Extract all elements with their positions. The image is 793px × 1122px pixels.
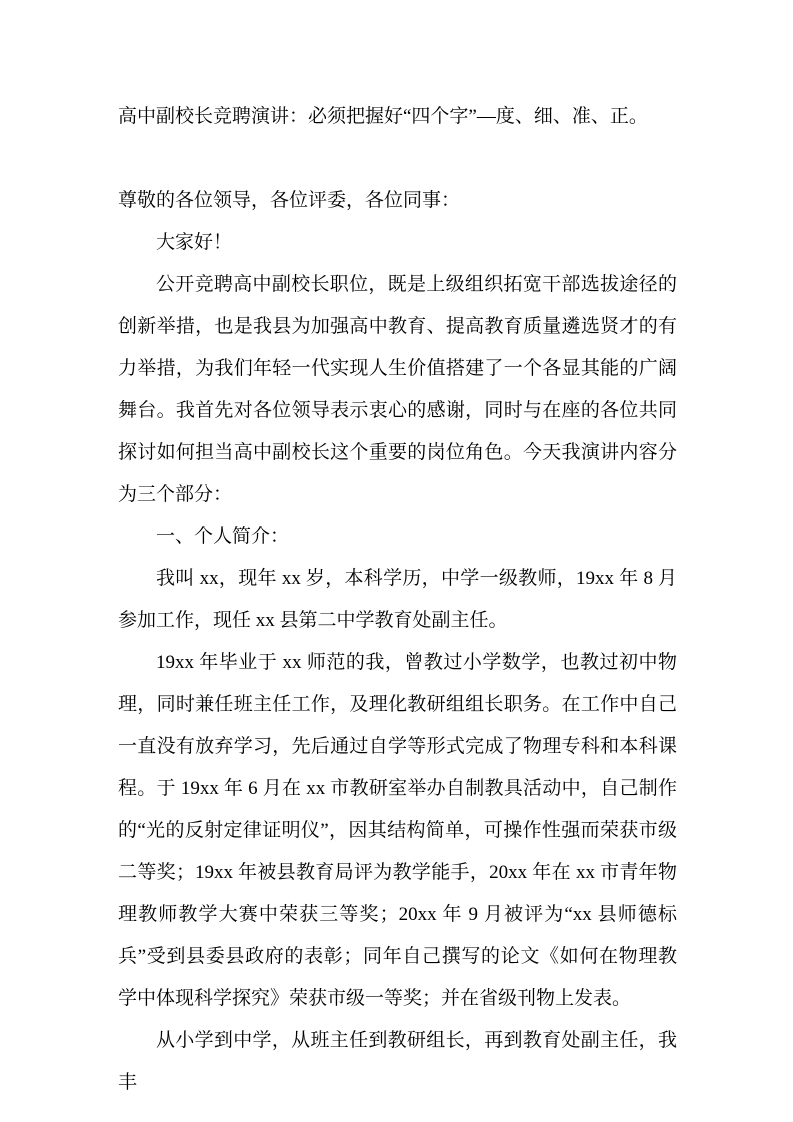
paragraph-salutation: 尊敬的各位领导，各位评委，各位同事： — [118, 190, 461, 211]
paragraph-greeting: 大家好！ — [156, 232, 233, 253]
paragraph-section-heading-personal-intro: 一、个人简介： — [156, 526, 290, 547]
paragraph-career-and-awards: 19xx 年毕业于 xx 师范的我，曾教过小学数学，也教过初中物理，同时兼任班主任工作，及理化教研组组长职务。在工作中自己一直没有放弃学习，先后通过自学等形式完成了物理专科和本科课程。于 19xx 年 6 月在 xx 市教研室举办自制教具活动中，自己制作的“光的反射定律证明仪”，因其结构简单，可操作性强而荣获市级二等奖；19xx 年被县教育局评为教学能手，20xx 年在 xx 市青年物理教师教学大赛中荣获三等奖；20xx 年 9 月被评为“xx 县师德标兵”受到县委县政府的表彰；同年自己撰写的论文《如何在物理教学中体现科学探究》荣获市级一等奖；并在省级刊物上发表。 — [118, 652, 677, 1009]
paragraph-growth-truncated: 从小学到中学，从班主任到教研组长，再到教育处副主任，我丰 — [118, 1030, 677, 1093]
paragraph-opening: 公开竞聘高中副校长职位，既是上级组织拓宽干部选拔途径的创新举措，也是我县为加强高中教育、提高教育质量遴选贤才的有力举措，为我们年轻一代实现人生价值搭建了一个各显其能的广阔舞台。我首先对各位领导表示衷心的感谢，同时与在座的各位共同探讨如何担当高中副校长这个重要的岗位角色。今天我演讲内容分为三个部分： — [118, 274, 677, 505]
document-title: 高中副校长竞聘演讲：必须把握好“四个字”—度、细、准、正。 — [118, 106, 648, 127]
paragraph-personal-basic-info: 我叫 xx，现年 xx 岁，本科学历，中学一级教师，19xx 年 8 月参加工作，现任 xx 县第二中学教育处副主任。 — [118, 568, 677, 631]
